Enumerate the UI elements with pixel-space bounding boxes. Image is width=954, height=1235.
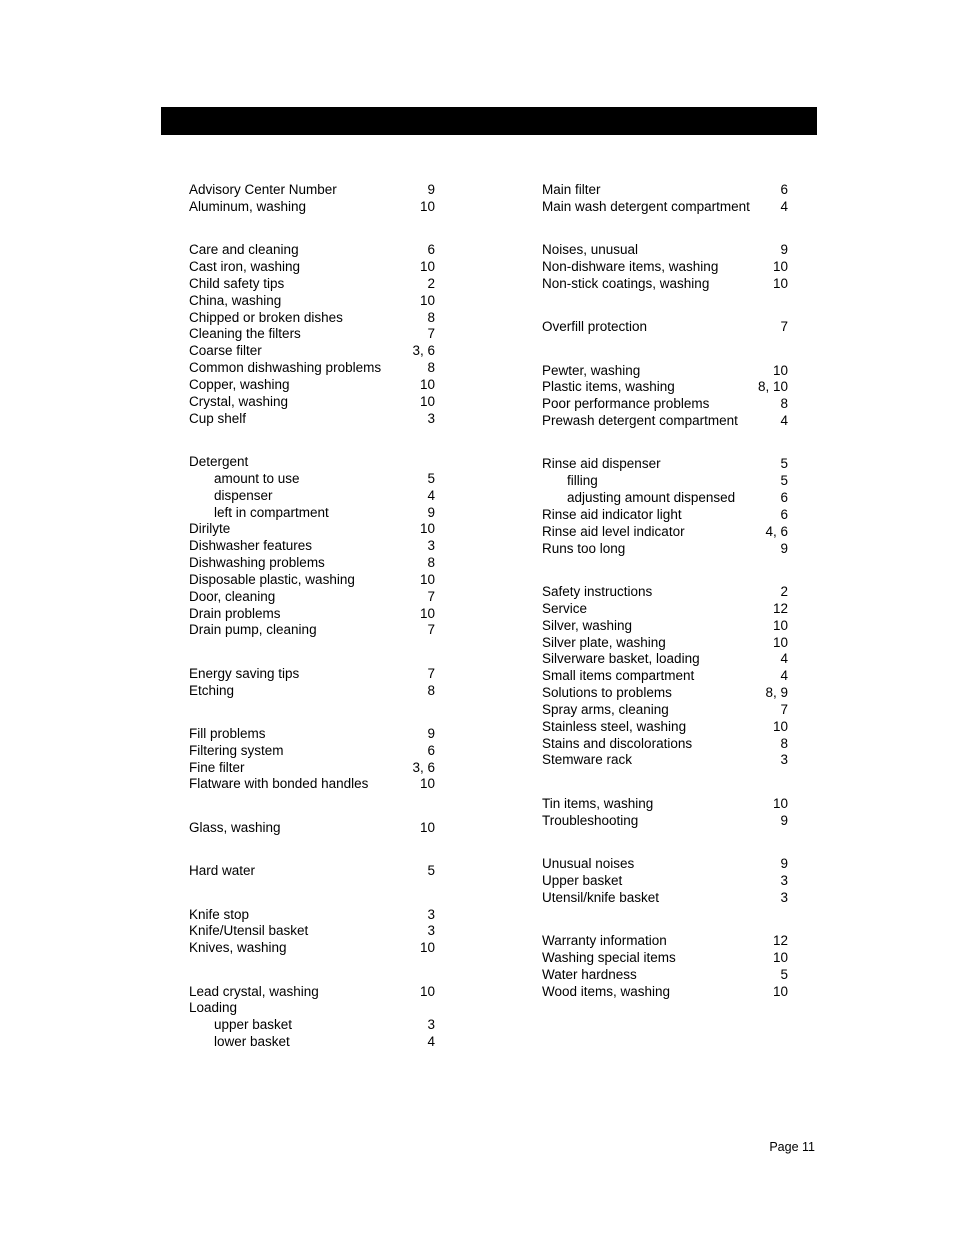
index-entry	[189, 242, 435, 259]
index-entry	[542, 618, 788, 635]
index-pages: 3	[427, 923, 435, 939]
index-entry	[542, 363, 788, 380]
index-entry	[542, 396, 788, 413]
index-term: Poor performance problems	[542, 396, 710, 412]
header-bar	[161, 107, 817, 135]
index-group	[189, 242, 435, 427]
index-pages: 10	[419, 571, 435, 587]
index-entry	[189, 683, 435, 700]
index-term: Knife stop	[189, 906, 250, 922]
index-term: Rinse aid indicator light	[542, 506, 682, 522]
index-term: Copper, washing	[189, 376, 290, 392]
index-pages: 10	[419, 819, 435, 835]
index-pages: 10	[419, 940, 435, 956]
index-entry	[542, 668, 788, 685]
index-term: Child safety tips	[189, 275, 285, 291]
index-group	[189, 820, 435, 837]
index-term: Washing special items	[542, 949, 676, 965]
index-entry	[542, 584, 788, 601]
index-subentry	[542, 490, 788, 507]
index-term: Silver plate, washing	[542, 634, 666, 650]
index-pages: 3	[427, 410, 435, 426]
index-pages: 7	[427, 622, 435, 638]
index-entry	[189, 622, 435, 639]
index-term: Cleaning the filters	[189, 326, 301, 342]
index-pages: 4	[780, 668, 788, 684]
index-term: Chipped or broken dishes	[189, 309, 343, 325]
index-entry	[189, 310, 435, 327]
index-entry	[189, 923, 435, 940]
index-entry	[542, 541, 788, 558]
index-entry	[542, 796, 788, 813]
index-pages: 7	[780, 319, 788, 335]
index-entry	[189, 940, 435, 957]
index-pages: 8	[427, 682, 435, 698]
index-pages: 8	[427, 555, 435, 571]
index-entry	[189, 776, 435, 793]
index-term: Unusual noises	[542, 855, 635, 871]
index-group	[542, 796, 788, 830]
index-pages: 10	[419, 259, 435, 275]
index-term: Fine filter	[189, 759, 245, 775]
index-term: lower basket	[214, 1034, 290, 1050]
index-entry	[542, 702, 788, 719]
index-term: Main wash detergent compartment	[542, 198, 750, 214]
index-term: Knife/Utensil basket	[189, 923, 309, 939]
index-entry	[542, 259, 788, 276]
index-subentry	[189, 1034, 435, 1051]
index-pages: 4	[780, 413, 788, 429]
index-entry	[189, 984, 435, 1001]
index-entry	[189, 343, 435, 360]
index-term: Small items compartment	[542, 668, 695, 684]
index-pages: 10	[772, 983, 788, 999]
index-entry	[542, 856, 788, 873]
index-pages: 4	[427, 487, 435, 503]
index-entry	[542, 319, 788, 336]
index-entry	[542, 276, 788, 293]
index-term: Solutions to problems	[542, 685, 672, 701]
index-pages: 5	[780, 966, 788, 982]
index-term: Warranty information	[542, 933, 667, 948]
index-subentry	[542, 473, 788, 490]
index-group	[189, 454, 435, 639]
index-group	[189, 863, 435, 880]
index-entry	[189, 606, 435, 623]
index-entry	[542, 524, 788, 541]
index-term: Upper basket	[542, 872, 623, 888]
index-entry	[189, 760, 435, 777]
index-entry	[542, 752, 788, 769]
index-entry	[189, 1000, 435, 1017]
index-entry	[189, 666, 435, 683]
index-term: Glass, washing	[189, 819, 281, 835]
index-term: Prewash detergent compartment	[542, 413, 738, 429]
index-term: Aluminum, washing	[189, 198, 307, 214]
index-entry	[542, 242, 788, 259]
index-term: China, washing	[189, 292, 282, 308]
index-pages: 8, 9	[765, 685, 788, 701]
index-entry	[542, 967, 788, 984]
index-group	[542, 319, 788, 336]
index-term: Tin items, washing	[542, 795, 654, 811]
index-term: Stains and discolorations	[542, 735, 693, 751]
index-pages: 12	[772, 933, 788, 948]
index-group	[189, 907, 435, 958]
index-pages: 9	[780, 855, 788, 871]
index-pages: 3	[427, 538, 435, 554]
index-pages: 9	[780, 540, 788, 556]
index-entry	[189, 326, 435, 343]
index-term: Common dishwashing problems	[189, 360, 382, 376]
index-term: Runs too long	[542, 540, 626, 556]
index-entry	[189, 377, 435, 394]
index-pages: 6	[427, 242, 435, 258]
index-subentry	[189, 505, 435, 522]
index-term: adjusting amount dispensed	[567, 490, 736, 506]
index-pages: 10	[772, 949, 788, 965]
index-entry	[542, 950, 788, 967]
index-entry	[189, 572, 435, 589]
index-entry	[189, 907, 435, 924]
index-term: Stemware rack	[542, 752, 633, 768]
index-entry	[189, 293, 435, 310]
index-column-right	[542, 182, 788, 1027]
index-term: Knives, washing	[189, 940, 287, 956]
index-entry	[542, 813, 788, 830]
index-pages: 9	[780, 812, 788, 828]
index-term: Safety instructions	[542, 584, 653, 599]
index-term: Fill problems	[189, 725, 266, 741]
index-entry	[542, 719, 788, 736]
index-pages: 6	[427, 742, 435, 758]
index-pages: 4, 6	[765, 523, 788, 539]
index-term: Care and cleaning	[189, 242, 299, 258]
page-number: Page 11	[769, 1140, 815, 1154]
index-pages: 10	[772, 795, 788, 811]
index-term: Dishwasher features	[189, 538, 313, 554]
index-pages: 9	[780, 242, 788, 258]
index-pages: 10	[772, 617, 788, 633]
index-pages: 3, 6	[412, 343, 435, 359]
index-entry	[189, 276, 435, 293]
index-term: Disposable plastic, washing	[189, 571, 355, 587]
index-pages: 10	[772, 634, 788, 650]
index-pages: 8	[780, 396, 788, 412]
index-pages: 3	[427, 906, 435, 922]
index-pages: 7	[780, 701, 788, 717]
index-entry	[189, 820, 435, 837]
index-entry	[189, 863, 435, 880]
index-term: Rinse aid dispenser	[542, 456, 661, 472]
index-entry	[542, 199, 788, 216]
index-pages: 8, 10	[757, 379, 788, 395]
index-entry	[542, 933, 788, 950]
index-entry	[542, 379, 788, 396]
index-term: Cast iron, washing	[189, 259, 301, 275]
index-pages	[429, 1000, 435, 1017]
index-group	[542, 856, 788, 907]
index-entry	[189, 521, 435, 538]
index-pages: 3	[780, 752, 788, 768]
index-group	[542, 456, 788, 557]
index-entry	[542, 601, 788, 618]
index-pages: 8	[427, 360, 435, 376]
index-term: Filtering system	[189, 742, 284, 758]
index-term: Detergent	[189, 453, 249, 469]
index-entry	[542, 890, 788, 907]
index-pages	[429, 454, 435, 471]
index-entry	[189, 394, 435, 411]
index-term: Coarse filter	[189, 343, 262, 359]
index-pages: 10	[419, 393, 435, 409]
index-pages: 10	[419, 292, 435, 308]
index-pages: 4	[780, 651, 788, 667]
index-term: Dishwashing problems	[189, 555, 325, 571]
index-pages: 10	[419, 605, 435, 621]
index-pages: 10	[772, 718, 788, 734]
index-pages: 10	[419, 983, 435, 999]
index-term: Crystal, washing	[189, 393, 289, 409]
index-term: Hard water	[189, 863, 256, 879]
index-entry	[542, 413, 788, 430]
index-term: Rinse aid level indicator	[542, 523, 685, 539]
index-term: Drain pump, cleaning	[189, 622, 317, 638]
index-entry	[542, 182, 788, 199]
index-term: Energy saving tips	[189, 665, 300, 681]
index-pages: 2	[427, 275, 435, 291]
index-entry	[189, 454, 435, 471]
index-entry	[189, 538, 435, 555]
index-group	[189, 666, 435, 700]
index-subentry	[189, 471, 435, 488]
index-entry	[189, 726, 435, 743]
index-term: Overfill protection	[542, 319, 648, 335]
index-pages: 4	[780, 198, 788, 214]
index-pages: 5	[780, 456, 788, 472]
index-pages: 12	[772, 600, 788, 616]
index-pages: 3	[780, 889, 788, 905]
index-pages: 5	[780, 473, 788, 489]
index-entry	[542, 685, 788, 702]
index-term: Troubleshooting	[542, 812, 639, 828]
index-pages: 6	[780, 490, 788, 506]
index-term: Flatware with bonded handles	[189, 776, 369, 792]
index-pages: 10	[419, 776, 435, 792]
index-term: Cup shelf	[189, 410, 247, 426]
index-pages: 9	[427, 504, 435, 520]
index-term: Noises, unusual	[542, 242, 639, 258]
index-group	[189, 182, 435, 216]
index-term: Etching	[189, 682, 235, 698]
index-entry	[542, 873, 788, 890]
index-entry	[542, 984, 788, 1001]
index-column-left	[189, 182, 435, 1077]
index-pages: 3, 6	[412, 759, 435, 775]
index-entry	[189, 411, 435, 428]
index-entry	[542, 736, 788, 753]
index-term: upper basket	[214, 1017, 293, 1033]
index-term: Main filter	[542, 182, 601, 197]
index-group	[542, 933, 788, 1000]
index-entry	[189, 360, 435, 377]
index-group	[542, 182, 788, 216]
index-entry	[189, 199, 435, 216]
index-pages: 10	[419, 521, 435, 537]
index-term: Spray arms, cleaning	[542, 701, 669, 717]
index-term: Non-stick coatings, washing	[542, 275, 710, 291]
index-term: Drain problems	[189, 605, 281, 621]
index-group	[542, 584, 788, 769]
index-entry	[542, 651, 788, 668]
index-pages: 9	[427, 182, 435, 197]
index-pages: 7	[427, 665, 435, 681]
index-subentry	[189, 488, 435, 505]
index-term: Stainless steel, washing	[542, 718, 687, 734]
index-entry	[542, 635, 788, 652]
index-pages: 2	[780, 584, 788, 599]
index-group	[189, 984, 435, 1051]
index-term: Dirilyte	[189, 521, 231, 537]
index-entry	[189, 182, 435, 199]
index-pages: 8	[780, 735, 788, 751]
index-pages: 6	[780, 506, 788, 522]
index-subentry	[189, 1017, 435, 1034]
index-pages: 4	[427, 1034, 435, 1050]
index-pages: 5	[427, 863, 435, 879]
index-term: left in compartment	[214, 504, 329, 520]
index-pages: 10	[772, 362, 788, 378]
index-term: Door, cleaning	[189, 588, 276, 604]
index-entry	[542, 507, 788, 524]
index-pages: 7	[427, 326, 435, 342]
index-term: amount to use	[214, 470, 300, 486]
index-pages: 10	[772, 275, 788, 291]
index-entry	[189, 259, 435, 276]
index-pages: 5	[427, 470, 435, 486]
index-term: Service	[542, 600, 588, 616]
index-term: Water hardness	[542, 966, 637, 982]
index-term: Silverware basket, loading	[542, 651, 700, 667]
index-term: Pewter, washing	[542, 362, 641, 378]
index-term: Non-dishware items, washing	[542, 259, 719, 275]
index-entry	[189, 555, 435, 572]
index-pages: 3	[427, 1017, 435, 1033]
index-term: Wood items, washing	[542, 983, 671, 999]
index-term: Plastic items, washing	[542, 379, 675, 395]
index-pages: 10	[419, 198, 435, 214]
index-entry	[542, 456, 788, 473]
index-entry	[189, 589, 435, 606]
index-group	[542, 242, 788, 293]
index-pages: 9	[427, 725, 435, 741]
index-term: Silver, washing	[542, 617, 633, 633]
index-group	[542, 363, 788, 430]
index-term: filling	[567, 473, 598, 489]
index-pages: 8	[427, 309, 435, 325]
index-term: Utensil/knife basket	[542, 889, 660, 905]
index-pages: 10	[772, 259, 788, 275]
index-term: Loading	[189, 1000, 238, 1016]
index-pages: 3	[780, 872, 788, 888]
index-group	[189, 726, 435, 793]
index-pages: 7	[427, 588, 435, 604]
index-entry	[189, 743, 435, 760]
index-pages: 10	[419, 376, 435, 392]
index-term: Advisory Center Number	[189, 182, 337, 197]
index-term: Lead crystal, washing	[189, 983, 319, 999]
index-pages: 6	[780, 182, 788, 197]
index-term: dispenser	[214, 487, 273, 503]
